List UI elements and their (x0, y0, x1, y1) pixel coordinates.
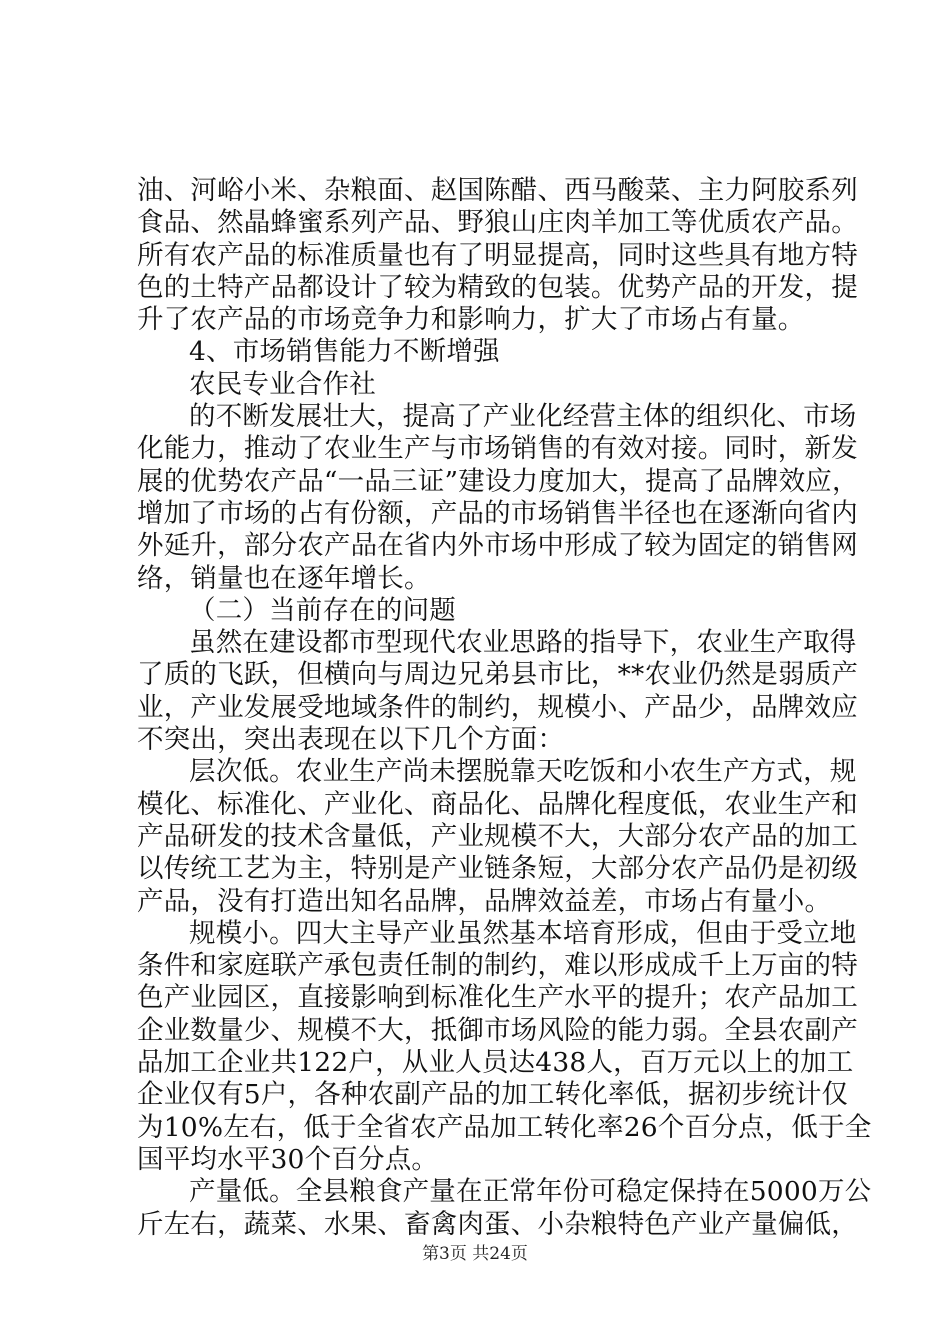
page-number: 第3页 共24页 (422, 1244, 528, 1264)
text-line: 为10%左右，低于全省农产品加工转化率26个百分点，低于全 (137, 1111, 872, 1143)
text-line: 以传统工艺为主，特别是产业链条短，大部分农产品仍是初级 (137, 853, 858, 885)
text-line: 络，销量也在逐年增长。 (137, 562, 431, 594)
text-line: 了质的飞跃，但横向与周边兄弟县市比，**农业仍然是弱质产 (137, 659, 859, 691)
text-line: 外延升，部分农产品在省内外市场中形成了较为固定的销售网 (137, 530, 858, 562)
text-line: 国平均水平30个百分点。 (137, 1143, 439, 1175)
text-line: 层次低。农业生产尚未摆脱靠天吃饭和小农生产方式，规 (189, 756, 857, 788)
text-line: 展的优势农产品“一品三证”建设力度加大，提高了品牌效应， (137, 465, 859, 497)
text-line: 化能力，推动了农业生产与市场销售的有效对接。同时，新发 (137, 433, 858, 465)
text-line: 色的土特产品都设计了较为精致的包装。优势产品的开发，提 (137, 271, 858, 303)
body-text (137, 175, 872, 1241)
text-line: 的不断发展壮大，提高了产业化经营主体的组织化、市场 (189, 401, 857, 433)
text-line: 农民专业合作社 (189, 368, 376, 400)
text-line: 条件和家庭联产承包责任制的制约，难以形成成千上万亩的特 (137, 950, 858, 982)
text-line: 品加工企业共122户，从业人员达438人，百万元以上的加工 (137, 1047, 854, 1079)
text-line: 增加了市场的占有份额，产品的市场销售半径也在逐渐向省内 (137, 497, 858, 529)
text-line: 虽然在建设都市型现代农业思路的指导下，农业生产取得 (189, 627, 857, 659)
text-line: 模化、标准化、产业化、商品化、品牌化程度低，农业生产和 (137, 788, 858, 820)
text-line: 产品研发的技术含量低，产业规模不大，大部分农产品的加工 (137, 820, 858, 852)
page-footer (0, 1244, 950, 1264)
text-line: 规模小。四大主导产业虽然基本培育形成，但由于受立地 (189, 917, 857, 949)
text-line: 产品，没有打造出知名品牌，品牌效益差，市场占有量小。 (137, 885, 832, 917)
text-line: 油、河峪小米、杂粮面、赵国陈醋、西马酸菜、主力阿胶系列 (137, 175, 858, 206)
text-line: 企业仅有5户，各种农副产品的加工转化率低，据初步统计仅 (137, 1079, 849, 1111)
text-line: 所有农产品的标准质量也有了明显提高，同时这些具有地方特 (137, 239, 858, 271)
text-line: 产量低。全县粮食产量在正常年份可稳定保持在5000万公 (189, 1176, 872, 1208)
text-line: 业，产业发展受地域条件的制约，规模小、产品少，品牌效应 (137, 691, 858, 723)
text-line: 不突出，突出表现在以下几个方面： (137, 724, 565, 756)
section-heading: 4、市场销售能力不断增强 (189, 336, 500, 368)
text-line: 食品、然晶蜂蜜系列产品、野狼山庄肉羊加工等优质农产品。 (137, 207, 858, 239)
text-line: 企业数量少、规模不大，抵御市场风险的能力弱。全县农副产 (137, 1014, 858, 1046)
text-line: 斤左右，蔬菜、水果、畜禽肉蛋、小杂粮特色产业产量偏低， (137, 1208, 858, 1240)
section-heading: （二）当前存在的问题 (189, 594, 456, 626)
text-line: 升了农产品的市场竞争力和影响力，扩大了市场占有量。 (137, 304, 805, 336)
text-line: 色产业园区，直接影响到标准化生产水平的提升；农产品加工 (137, 982, 858, 1014)
